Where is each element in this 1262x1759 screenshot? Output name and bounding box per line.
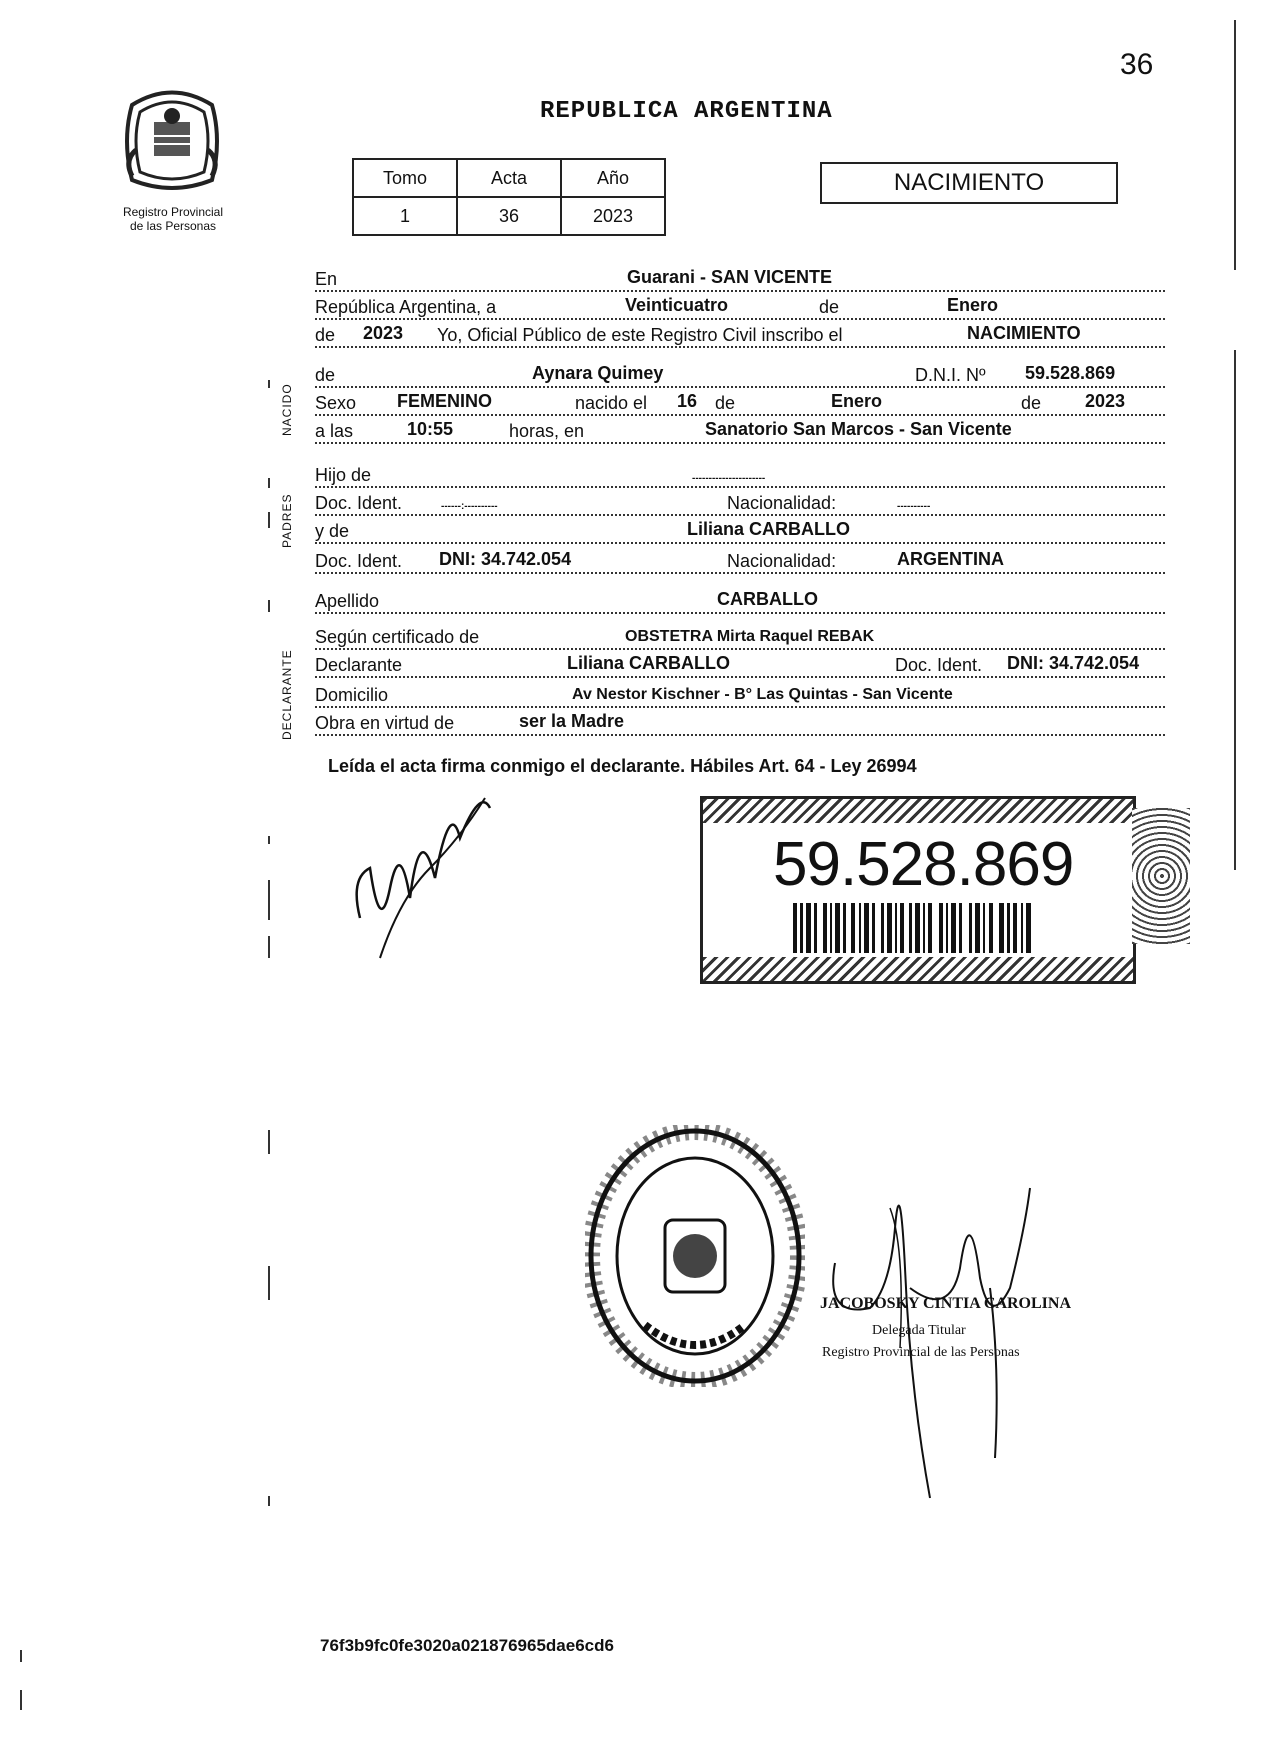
label-horas: horas, en: [509, 421, 585, 441]
label-de: de: [819, 297, 840, 317]
label-y-de: y de: [315, 521, 350, 541]
side-label-padres: PADRES: [280, 493, 294, 548]
value-padre-doc: ------:----------: [441, 501, 498, 512]
value-apellido: CARBALLO: [717, 589, 818, 609]
value-acto: NACIMIENTO: [967, 323, 1081, 343]
value-nac-dia: 16: [677, 391, 698, 411]
logo-caption-line2: de las Personas: [129, 219, 217, 233]
value-anio: 2023: [363, 323, 404, 343]
acta-value-anio: 2023: [561, 197, 665, 235]
label-de-mid: de: [715, 393, 736, 413]
label-doc-ident3: Doc. Ident.: [895, 655, 983, 675]
row-inscripcion: [315, 324, 1165, 352]
hologram-icon: [1132, 808, 1190, 944]
margin-tick: [268, 380, 270, 388]
label-de-mid2: de: [1021, 393, 1042, 413]
label-yo: Yo, Oficial Público de este Registro Civil inscribo el: [437, 325, 843, 345]
guilloche-bottom: [703, 957, 1133, 981]
signer-org: Registro Provincial de las Personas: [822, 1345, 1020, 1360]
margin-tick: [20, 1650, 22, 1662]
acta-header-anio: Año: [561, 159, 665, 197]
scan-edge-line: [1234, 350, 1236, 870]
label-obra: Obra en virtud de: [315, 713, 455, 733]
value-dia: Veinticuatro: [625, 295, 729, 315]
guilloche-top: [703, 799, 1133, 823]
row-madre-doc: [315, 550, 1165, 578]
registry-seal-icon: [585, 1125, 805, 1387]
value-declarante: Liliana CARBALLO: [567, 653, 731, 673]
document-hash: 76f3b9fc0fe3020a021876965dae6cd6: [320, 1636, 614, 1655]
margin-tick: [268, 1130, 270, 1154]
row-apellido: [315, 590, 1165, 618]
record-type-box: NACIMIENTO: [820, 162, 1118, 204]
row-nombre: [315, 364, 1165, 392]
row-sexo: [315, 392, 1165, 420]
row-padre-doc: [315, 492, 1165, 520]
row-hora: [315, 420, 1165, 448]
margin-tick: [268, 1496, 270, 1506]
value-madre-nac: ARGENTINA: [897, 549, 1004, 569]
row-declarante: [315, 654, 1165, 682]
value-domicilio: Av Nestor Kischner - B° Las Quintas - San Vicente: [572, 686, 953, 703]
label-nacionalidad: Nacionalidad:: [727, 493, 837, 513]
label-en: En: [315, 269, 338, 289]
value-obra: ser la Madre: [519, 711, 625, 731]
label-hijo-de: Hijo de: [315, 465, 372, 485]
label-republica: República Argentina, a: [315, 297, 497, 317]
label-apellido: Apellido: [315, 591, 380, 611]
signer-role: Delegada Titular: [872, 1323, 966, 1338]
label-segun: Según certificado de: [315, 627, 480, 647]
value-nac-anio: 2023: [1085, 391, 1126, 411]
row-lugar: [315, 268, 1165, 296]
row-obra: [315, 712, 1165, 740]
value-mes: Enero: [947, 295, 999, 315]
legal-text: Leída el acta firma conmigo el declarante. Hábiles Art. 64 - Ley 26994: [328, 756, 917, 776]
margin-tick: [268, 478, 270, 488]
signer-name: JACOBOSKY CINTIA CAROLINA: [820, 1295, 1071, 1312]
value-madre-doc: DNI: 34.742.054: [439, 549, 572, 569]
value-madre: Liliana CARBALLO: [687, 519, 851, 539]
margin-tick: [20, 1690, 22, 1710]
value-nac-mes: Enero: [831, 391, 883, 411]
margin-tick: [268, 880, 270, 920]
label-doc-ident2: Doc. Ident.: [315, 551, 403, 571]
logo-caption: [98, 205, 248, 233]
side-label-declarante: DECLARANTE: [280, 649, 294, 740]
acta-value-acta: 36: [457, 197, 561, 235]
page-number: 36: [1120, 48, 1154, 81]
value-nombre: Aynara Quimey: [532, 363, 664, 383]
row-madre: [315, 520, 1165, 548]
value-sexo: FEMENINO: [397, 391, 493, 411]
value-certificado: OBSTETRA Mirta Raquel REBAK: [625, 628, 875, 645]
value-hora: 10:55: [407, 419, 454, 439]
margin-tick: [268, 836, 270, 844]
acta-header-acta: Acta: [457, 159, 561, 197]
label-nacionalidad2: Nacionalidad:: [727, 551, 837, 571]
label-dni: D.N.I. Nº: [915, 365, 986, 385]
dni-barcode-label: [700, 796, 1136, 984]
logo-caption-line1: Registro Provincial: [122, 205, 224, 219]
acta-value-tomo: 1: [353, 197, 457, 235]
value-lugar: Guarani - SAN VICENTE: [627, 267, 833, 287]
value-padre-nac: ----------: [897, 501, 931, 512]
acta-table: [352, 158, 666, 236]
label-de-year: de: [315, 325, 336, 345]
label-domicilio: Domicilio: [315, 685, 389, 705]
acta-header-tomo: Tomo: [353, 159, 457, 197]
value-lugar-nac: Sanatorio San Marcos - San Vicente: [705, 419, 1012, 439]
label-de-name: de: [315, 365, 336, 385]
side-label-nacido: NACIDO: [280, 383, 294, 436]
label-doc-ident: Doc. Ident.: [315, 493, 403, 513]
margin-tick: [268, 512, 270, 528]
row-certificado: [315, 626, 1165, 654]
value-padre: ----------------------: [692, 473, 766, 484]
row-fecha: [315, 296, 1165, 324]
label-declarante: Declarante: [315, 655, 403, 675]
document-title: REPUBLICA ARGENTINA: [540, 98, 833, 125]
label-a-las: a las: [315, 421, 354, 441]
margin-tick: [268, 1266, 270, 1300]
scan-edge-line: [1234, 20, 1236, 270]
value-declarante-doc: DNI: 34.742.054: [1007, 653, 1140, 673]
label-sexo: Sexo: [315, 393, 357, 413]
barcode-number: 59.528.869: [773, 830, 1074, 899]
row-hijo: [315, 464, 1165, 492]
margin-tick: [268, 936, 270, 958]
row-domicilio: [315, 684, 1165, 712]
margin-tick: [268, 600, 270, 612]
value-dni: 59.528.869: [1025, 363, 1116, 383]
barcode-icon: [793, 903, 1033, 953]
registry-logo-icon: [112, 80, 232, 198]
label-nacido: nacido el: [575, 393, 648, 413]
declarant-signature-icon: [340, 778, 500, 968]
